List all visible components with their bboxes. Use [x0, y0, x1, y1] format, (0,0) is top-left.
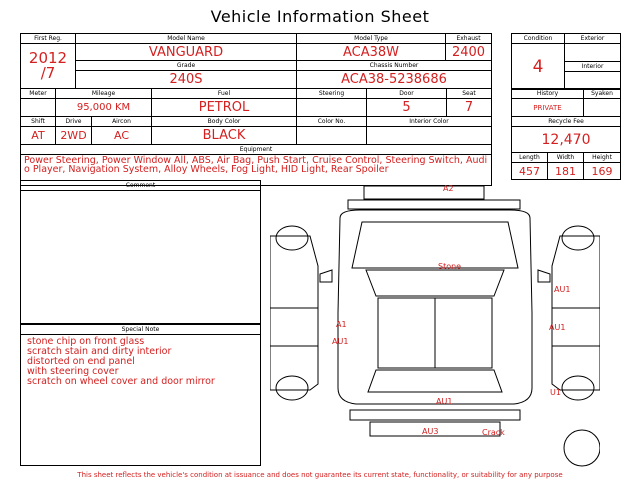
vehicle-header-table	[20, 33, 492, 89]
recycle-fee-value: 12,470	[512, 127, 621, 153]
grade-label: Grade	[76, 61, 297, 71]
first-reg-value: 2012 /7	[21, 44, 76, 89]
body-color-label: Body Color	[152, 117, 297, 127]
drive-value: 2WD	[56, 127, 92, 145]
color-no-value	[297, 127, 367, 145]
special-note-label: Special Note	[21, 325, 260, 335]
damage-rear-bumper: AU3	[422, 427, 439, 436]
length-value: 457	[512, 163, 548, 180]
color-no-label: Color No.	[297, 117, 367, 127]
model-type-label: Model Type	[297, 34, 446, 44]
meter-value	[21, 99, 56, 117]
right-side-panel	[552, 236, 600, 390]
chassis-number-value: ACA38-5238686	[297, 71, 492, 89]
rear-right-wheel	[562, 376, 594, 400]
damage-windshield: Stone	[438, 262, 462, 271]
recycle-fee-label: Recycle Fee	[512, 117, 621, 127]
first-reg-label: First Reg.	[21, 34, 76, 44]
width-value: 181	[548, 163, 584, 180]
door-value: 5	[367, 99, 447, 117]
interior-color-value	[367, 127, 492, 145]
right-mirror	[538, 270, 550, 282]
mileage-value: 95,000 KM	[56, 99, 152, 117]
width-label: Width	[548, 153, 584, 163]
model-name-value: VANGUARD	[76, 44, 297, 61]
windshield-shape	[366, 270, 504, 296]
damage-right-front-fender: AU1	[554, 285, 571, 294]
exterior-label: Exterior	[565, 34, 621, 44]
height-label: Height	[584, 153, 621, 163]
history-value: PRIVATE	[512, 99, 584, 117]
rear-window-shape	[368, 370, 502, 392]
seat-label: Seat	[447, 89, 492, 99]
damage-left-fender: A1	[336, 320, 347, 329]
syaken-label: Syaken	[584, 89, 621, 99]
front-right-wheel	[562, 226, 594, 250]
specs-table	[20, 88, 492, 186]
rear-bumper-shape	[350, 410, 520, 420]
aircon-label: Aircon	[92, 117, 152, 127]
seat-value: 7	[447, 99, 492, 117]
condition-label: Condition	[512, 34, 565, 44]
comment-value	[21, 191, 260, 193]
damage-left-door: AU1	[332, 337, 349, 346]
grade-value: 240S	[76, 71, 297, 89]
model-name-label: Model Name	[76, 34, 297, 44]
fuel-value: PETROL	[152, 99, 297, 117]
chassis-number-label: Chassis Number	[297, 61, 492, 71]
equipment-label: Equipment	[21, 145, 492, 155]
history-label: History	[512, 89, 584, 99]
interior-value	[565, 72, 621, 90]
condition-value: 4	[512, 44, 565, 90]
aircon-value: AC	[92, 127, 152, 145]
special-note-box	[20, 324, 261, 466]
damage-right-rear: U1	[550, 388, 561, 397]
syaken-value	[584, 99, 621, 117]
exhaust-label: Exhaust	[446, 34, 492, 44]
disclaimer-footer: This sheet reflects the vehicle's condition at issuance and does not guarantee its current state, functionality, or suitability for any purpose	[77, 471, 563, 479]
meter-label: Meter	[21, 89, 56, 99]
left-mirror	[320, 270, 332, 282]
exhaust-value: 2400	[446, 44, 492, 61]
history-table	[511, 88, 621, 180]
door-label: Door	[367, 89, 447, 99]
interior-label: Interior	[565, 62, 621, 72]
equipment-value: Power Steering, Power Window All, ABS, Air Bag, Push Start, Cruise Control, Steering Switch, Audio Player, Navigation System, Alloy Wheels, Fog Light, HID Light, Rear Spoiler	[21, 155, 492, 186]
sheet-title: Vehicle Information Sheet	[210, 7, 430, 26]
comment-label: Comment	[21, 181, 260, 191]
exterior-value	[565, 44, 621, 62]
front-left-wheel	[276, 226, 308, 250]
body-color-value: BLACK	[152, 127, 297, 145]
steering-value	[297, 99, 367, 117]
damage-rear-bumper-right: Crack	[482, 428, 505, 437]
fuel-label: Fuel	[152, 89, 297, 99]
damage-right-door: AU1	[549, 323, 566, 332]
front-bumper-shape	[364, 186, 484, 199]
model-type-value: ACA38W	[297, 44, 446, 61]
height-value: 169	[584, 163, 621, 180]
comment-box	[20, 180, 261, 324]
damage-rear: AU1	[436, 397, 453, 406]
steering-label: Steering	[297, 89, 367, 99]
shift-value: AT	[21, 127, 56, 145]
hood-shape	[352, 222, 518, 268]
condition-table	[511, 33, 621, 90]
rear-left-wheel	[276, 376, 308, 400]
car-damage-diagram	[270, 178, 600, 468]
shift-label: Shift	[21, 117, 56, 127]
left-side-panel	[270, 236, 318, 390]
interior-color-label: Interior Color	[367, 117, 492, 127]
front-grille-shape	[348, 200, 520, 209]
special-note-value: stone chip on front glass scratch stain and dirty interior distorted on end panel with steering cover scratch on wheel cover and door mirror	[27, 336, 215, 387]
length-label: Length	[512, 153, 548, 163]
damage-front: A2	[443, 184, 454, 193]
spare-wheel	[564, 430, 600, 466]
drive-label: Drive	[56, 117, 92, 127]
mileage-label: Mileage	[56, 89, 152, 99]
